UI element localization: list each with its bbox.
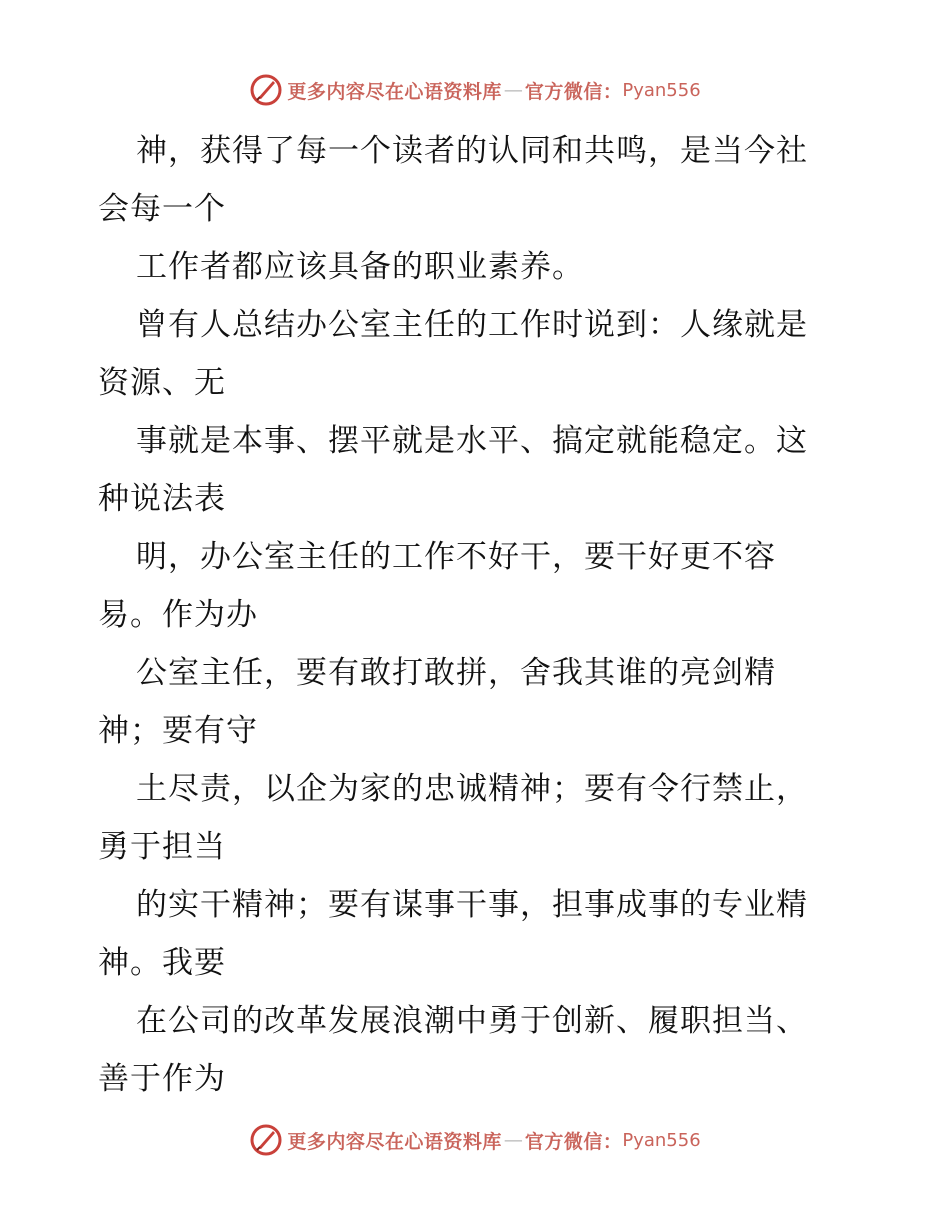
text-line: 事就是本事、摆平就是水平、搞定就能稳定。这 [136, 423, 808, 459]
document-body [98, 122, 868, 1108]
watermark-contact-id: Pyan556 [622, 1129, 701, 1151]
watermark-contact-id: Pyan556 [622, 79, 701, 101]
page-header-watermark [0, 70, 950, 110]
text-line: 的实干精神；要有谋事干事，担事成事的专业精 [136, 887, 808, 923]
text-line: 神，获得了每一个读者的认同和共鸣，是当今社 [136, 133, 808, 169]
text-line: 易。作为办 [98, 597, 258, 633]
text-line: 勇于担当 [98, 829, 226, 865]
watermark-separator: — [503, 1129, 523, 1151]
text-line: 善于作为 [98, 1061, 226, 1097]
text-line: 资源、无 [98, 365, 226, 401]
text-line: 种说法表 [98, 481, 226, 517]
text-line: 在公司的改革发展浪潮中勇于创新、履职担当、 [136, 1003, 808, 1039]
text-line: 神。我要 [98, 945, 226, 981]
page-footer-watermark [0, 1120, 950, 1160]
quill-logo-icon [249, 73, 283, 107]
text-line: 明，办公室主任的工作不好干，要干好更不容 [136, 539, 776, 575]
watermark-contact-label: 官方微信： [524, 80, 623, 103]
watermark-separator: — [503, 79, 523, 101]
text-line: 会每一个 [98, 191, 226, 227]
text-line: 工作者都应该具备的职业素养。 [136, 249, 584, 285]
text-line: 曾有人总结办公室主任的工作时说到：人缘就是 [136, 307, 808, 343]
watermark-text: 更多内容尽在心语资料库 [287, 1130, 502, 1153]
watermark-contact-label: 官方微信： [524, 1130, 623, 1153]
text-line: 土尽责，以企为家的忠诚精神；要有令行禁止， [136, 771, 808, 807]
watermark-text: 更多内容尽在心语资料库 [287, 80, 502, 103]
quill-logo-icon [249, 1123, 283, 1157]
text-line: 神；要有守 [98, 713, 258, 749]
text-line: 公室主任，要有敢打敢拼，舍我其谁的亮剑精 [136, 655, 776, 691]
